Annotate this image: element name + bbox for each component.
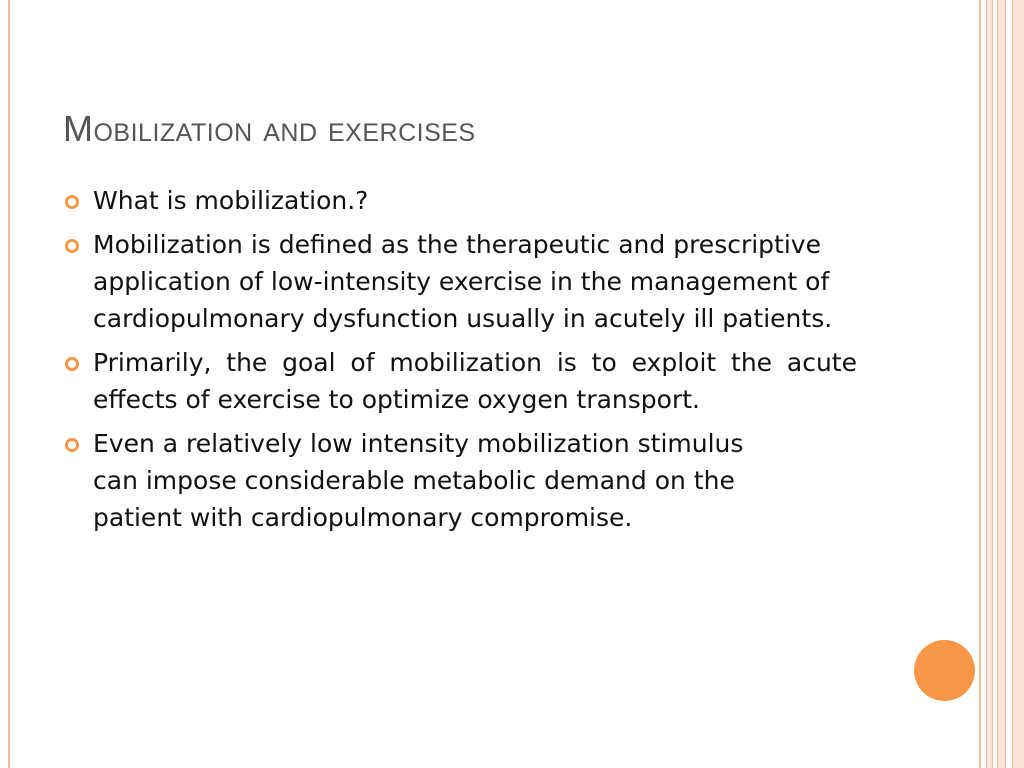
decorative-stripe	[1012, 0, 1024, 768]
slide-title: Mobilization and exercises	[63, 108, 476, 149]
decorative-circle	[914, 640, 975, 701]
bullet-list	[62, 182, 857, 543]
bullet-text: Mobilization is defined as the therapeutic and prescriptive application of low-intensity exercise in the management of cardiopulmonary dysfunction usually in acutely ill patients.	[93, 230, 833, 333]
bullet-icon	[65, 239, 79, 253]
bullet-icon	[65, 195, 79, 209]
bullet-icon	[65, 438, 79, 452]
bullet-text: Even a relatively low intensity mobilization stimulus can impose considerable metabolic demand on the patient with cardiopulmonary compromise.	[93, 429, 744, 532]
bullet-item	[62, 425, 753, 536]
decorative-stripe	[979, 0, 981, 768]
bullet-icon	[65, 357, 79, 371]
bullet-text: Primarily, the goal of mobilization is to exploit the acute effects of exercise to optimize oxygen transport.	[93, 348, 857, 414]
bullet-item	[62, 226, 883, 337]
bullet-item	[62, 182, 453, 219]
decorative-stripe	[997, 0, 1006, 768]
left-border-line	[8, 0, 10, 768]
bullet-text: What is mobilization.?	[93, 186, 369, 215]
decorative-stripe	[986, 0, 993, 768]
bullet-item	[62, 344, 857, 418]
